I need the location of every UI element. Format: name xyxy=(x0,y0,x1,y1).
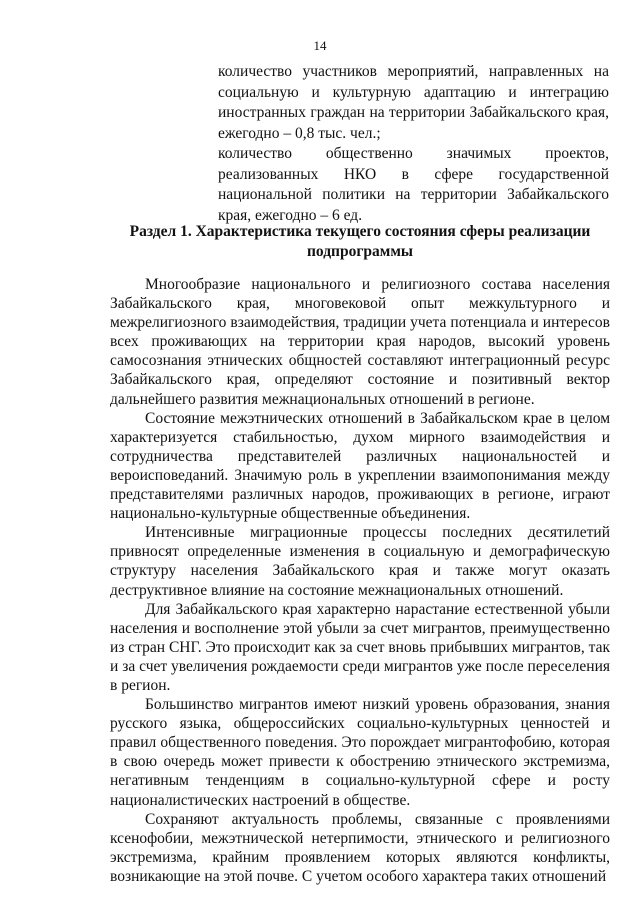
indicator-list xyxy=(218,62,609,226)
paragraph: Многообразие национального и религиозного состава населения Забайкальского края, многовековой опыт межкультурного и межрелигиозного взаимодействия, традиции учета потенциала и интересов всех проживающих на территории края народов, высокий уровень самосознания этнических общностей составляют интеграционный ресурс Забайкальского края, определяют состояние и позитивный вектор дальнейшего развития межнациональных отношений в регионе. xyxy=(110,276,610,408)
paragraph: Интенсивные миграционные процессы последних десятилетий привносят определенные изменения в социальную и демографическую структуру населения Забайкальского края и также могут оказать деструктивное влияние на состояние межнациональных отношений. xyxy=(110,524,610,599)
paragraph: Для Забайкальского края характерно нарастание естественной убыли населения и восполнение этой убыли за счет мигрантов, преимущественно из стран СНГ. Это происходит как за счет вновь прибывших мигрантов, так и за счет увеличения рождаемости среди мигрантов уже после переселения в регион. xyxy=(110,600,610,694)
page-number: 14 xyxy=(313,38,327,53)
indicator-item: количество общественно значимых проектов, реализованных НКО в сфере государственной национальной политики на территории Забайкальского края, ежегодно – 6 ед. xyxy=(218,145,609,224)
paragraph: Большинство мигрантов имеют низкий уровень образования, знания русского языка, общероссийских социально-культурных ценностей и правил общественного поведения. Это порождает мигрантофобию, которая в свою очередь может привести к обострению этнического экстремизма, негативным тенденциям в социально-культурной сфере и росту националистических настроений в обществе. xyxy=(110,696,610,809)
paragraph: Состояние межэтнических отношений в Забайкальском крае в целом характеризуется стабильностью, духом мирного взаимодействия и сотрудничества представителей различных национальностей и вероисповеданий. Значимую роль в укреплении взаимопонимания между представителями различных народов, проживающих в регионе, играют национально-культурные общественные объединения. xyxy=(110,409,610,523)
body-text xyxy=(110,275,610,886)
indicator-item: количество участников мероприятий, направленных на социальную и культурную адаптацию и интеграцию иностранных граждан на территории Забайкальского края, ежегодно – 0,8 тыс. чел.; xyxy=(218,63,609,142)
paragraph: Сохраняют актуальность проблемы, связанные с проявлениями ксенофобии, межэтнической нетерпимости, этнического и религиозного экстремизма, крайним проявлением которых являются конфликты, возникающие на этой почве. С учетом особого характера таких отношений xyxy=(110,810,610,885)
section-heading: Раздел 1. Характеристика текущего состояния сферы реализации подпрограммы xyxy=(129,223,591,260)
